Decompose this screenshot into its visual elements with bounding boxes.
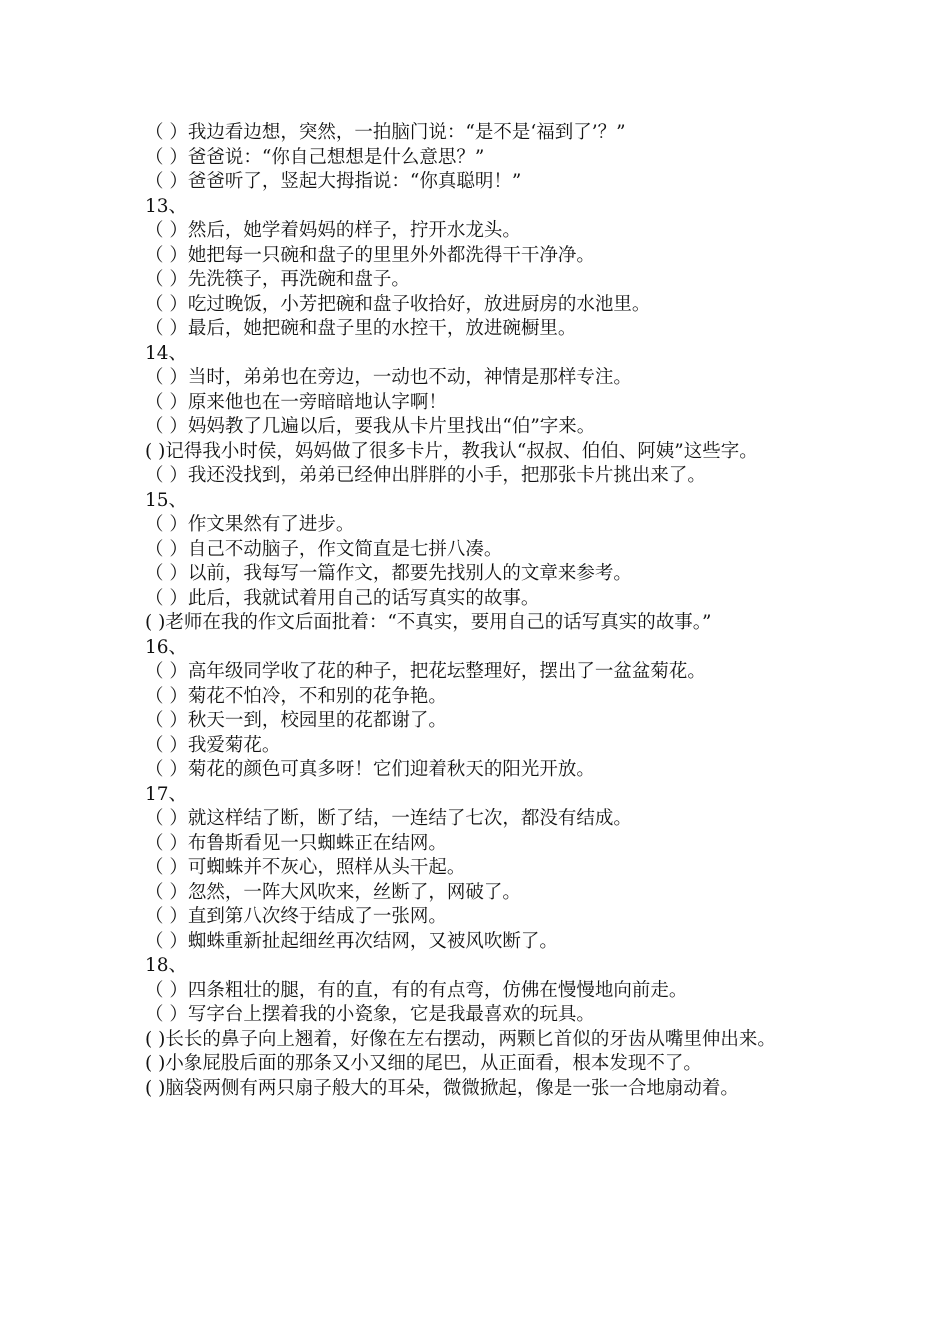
question-group (145, 342, 815, 489)
question-number: 17、 (145, 783, 188, 805)
ordering-item: （ ）自己不动脑子，作文简直是七拼八凑。 (145, 538, 503, 560)
ordering-item: （ ）布鲁斯看见一只蜘蛛正在结网。 (145, 832, 447, 854)
question-number: 18、 (145, 955, 188, 976)
question-number: 13、 (145, 195, 188, 217)
ordering-item: （ ）忽然，一阵大风吹来，丝断了，网破了。 (145, 881, 521, 903)
ordering-item: （ ）我边看边想，突然，一拍脑门说：“是不是‘福到了’？” (145, 122, 626, 143)
ordering-item: （ ）爸爸听了，竖起大拇指说：“你真聪明！” (145, 171, 522, 192)
ordering-item: （ ）作文果然有了进步。 (145, 514, 355, 535)
ordering-item: （ ）原来他也在一旁暗暗地认字啊！ (145, 391, 447, 413)
ordering-item: （ ）以前，我每写一篇作文，都要先找别人的文章来参考。 (145, 563, 632, 584)
ordering-item: （ ）妈妈教了几遍以后，要我从卡片里找出“伯”字来。 (145, 416, 596, 437)
question-number: 14、 (145, 342, 188, 364)
question-group (145, 636, 815, 783)
ordering-item: （ ）她把每一只碗和盘子的里里外外都洗得干干净净。 (145, 244, 595, 266)
question-group (145, 954, 815, 1101)
ordering-item: ( )记得我小时侯，妈妈做了很多卡片，教我认“叔叔、伯伯、阿姨”这些字。 (145, 440, 758, 462)
ordering-item: （ ）四条粗壮的腿，有的直，有的有点弯，仿佛在慢慢地向前走。 (145, 979, 688, 1001)
ordering-item: （ ）就这样结了断，断了结，一连结了七次，都没有结成。 (145, 808, 632, 829)
ordering-item: （ ）当时，弟弟也在旁边，一动也不动，神情是那样专注。 (145, 367, 632, 388)
ordering-item: （ ）我还没找到，弟弟已经伸出胖胖的小手，把那张卡片挑出来了。 (145, 465, 706, 486)
ordering-item: （ ）此后，我就试着用自己的话写真实的故事。 (145, 587, 540, 609)
ordering-item: （ ）我爱菊花。 (145, 734, 281, 756)
ordering-item: （ ）最后，她把碗和盘子里的水控干，放进碗橱里。 (145, 318, 577, 339)
question-number: 15、 (145, 489, 188, 511)
ordering-item: （ ）可蜘蛛并不灰心，照样从头干起。 (145, 857, 466, 878)
question-group (145, 783, 815, 955)
ordering-item: ( )老师在我的作文后面批着：“不真实，要用自己的话写真实的故事。” (145, 612, 712, 633)
ordering-item: （ ）然后，她学着妈妈的样子，拧开水龙头。 (145, 220, 521, 241)
ordering-item: ( )小象屁股后面的那条又小又细的尾巴，从正面看，根本发现不了。 (145, 1053, 702, 1074)
ordering-item: （ ）秋天一到，校园里的花都谢了。 (145, 710, 447, 731)
question-number: 16、 (145, 636, 188, 658)
ordering-item: （ ）菊花不怕冷，不和别的花争艳。 (145, 685, 447, 707)
ordering-item: （ ）蜘蛛重新扯起细丝再次结网，又被风吹断了。 (145, 930, 558, 952)
question-group (145, 489, 815, 636)
ordering-item: （ ）爸爸说：“你自己想想是什么意思？” (145, 146, 485, 168)
ordering-item: （ ）菊花的颜色可真多呀！它们迎着秋天的阳光开放。 (145, 759, 595, 780)
ordering-item: （ ）吃过晚饭，小芳把碗和盘子收拾好，放进厨房的水池里。 (145, 293, 651, 315)
ordering-item: ( )长长的鼻子向上翘着，好像在左右摆动，两颗匕首似的牙齿从嘴里伸出来。 (145, 1028, 776, 1050)
ordering-item: （ ）直到第八次终于结成了一张网。 (145, 906, 447, 927)
ordering-item: （ ）写字台上摆着我的小瓷象，它是我最喜欢的玩具。 (145, 1004, 595, 1025)
question-group (145, 121, 815, 195)
document-body (145, 121, 815, 1101)
ordering-item: ( )脑袋两侧有两只扇子般大的耳朵，微微掀起，像是一张一合地扇动着。 (145, 1077, 739, 1099)
question-group (145, 195, 815, 342)
ordering-item: （ ）高年级同学收了花的种子，把花坛整理好，摆出了一盆盆菊花。 (145, 661, 706, 682)
ordering-item: （ ）先洗筷子，再洗碗和盘子。 (145, 269, 410, 290)
